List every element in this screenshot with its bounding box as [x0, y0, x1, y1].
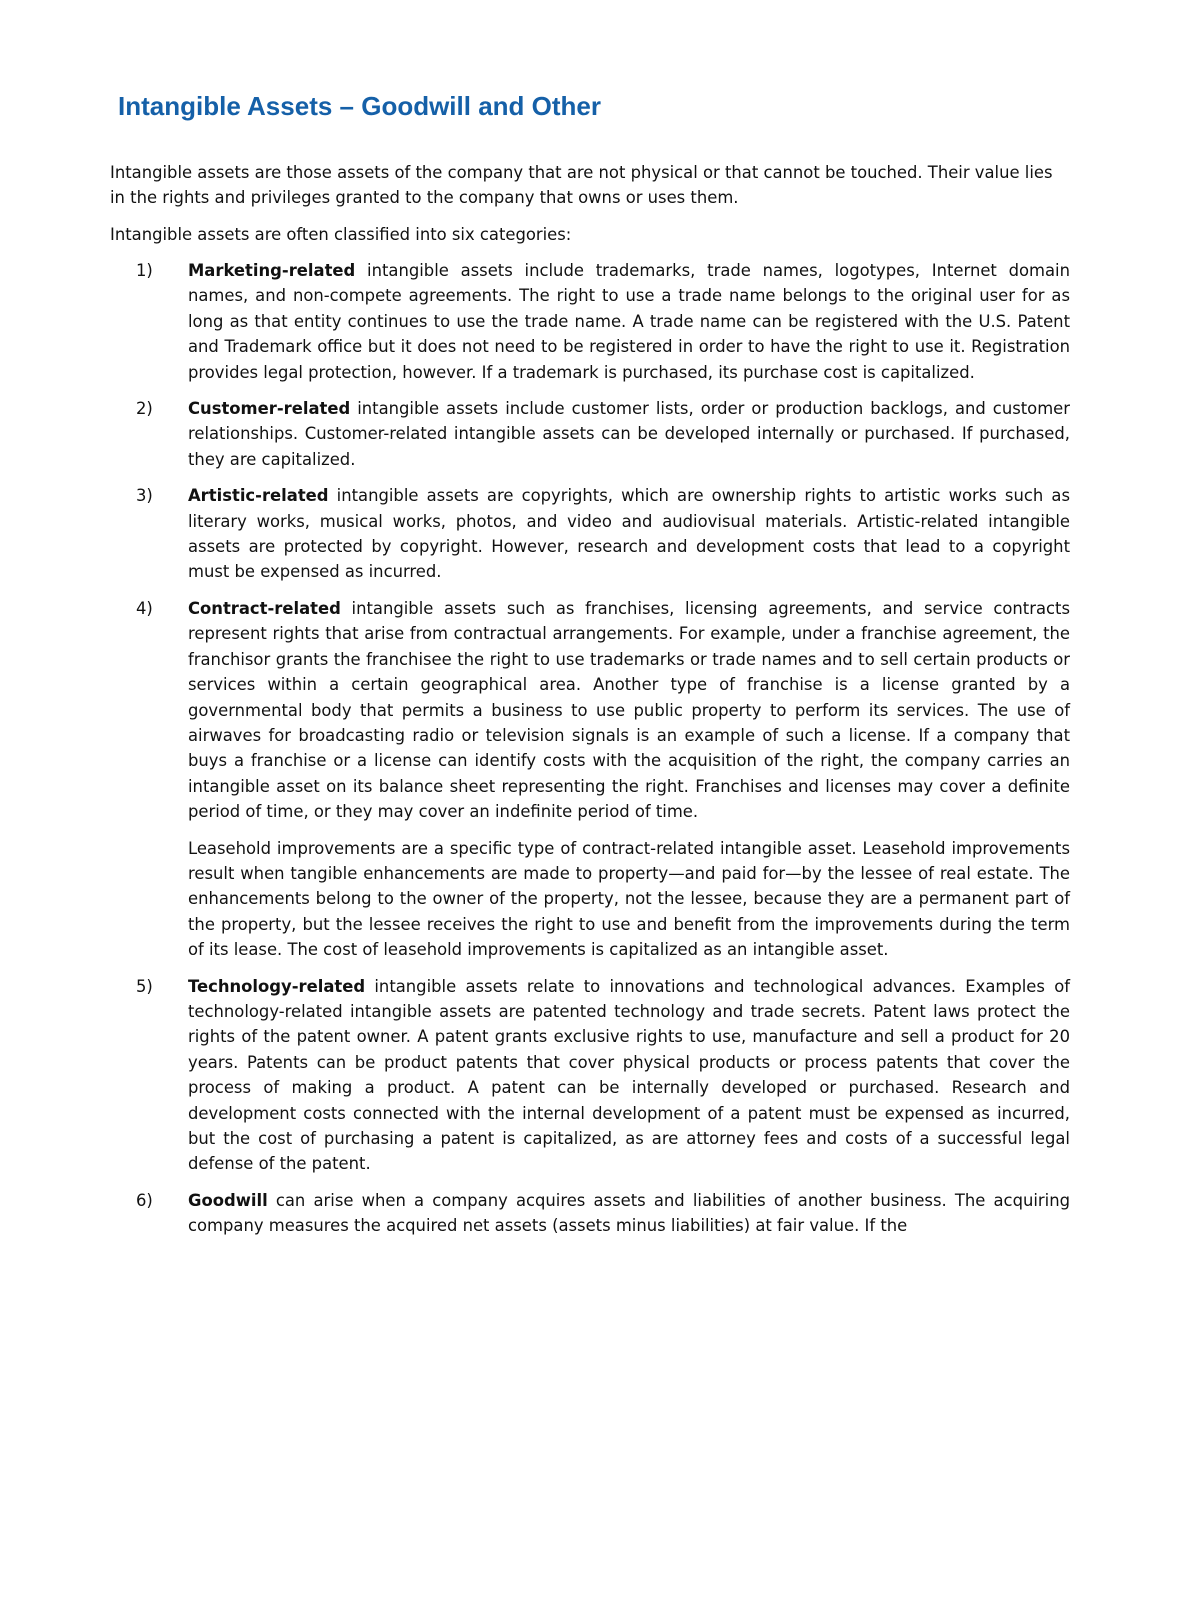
list-item-text — [188, 974, 1070, 1177]
category-description: can arise when a company acquires assets and liabilities of another business. The acquiring company measures the acquired net assets (assets minus liabilities) at fair value. If the — [188, 1190, 1070, 1236]
category-description: intangible assets such as franchises, licensing agreements, and service contracts represent rights that arise from contractual arrangements. For example, under a franchise agreement, the franchisor grants the franchisee the right to use trademarks or trade names and to sell certain products or services within a certain geographical area. Another type of franchise is a license granted by a governmental body that permits a business to use public property to perform its services. The use of airwaves for broadcasting radio or television signals is an example of such a license. If a company that buys a franchise or a license can identify costs with the acquisition of the right, the company carries an intangible asset on its balance sheet representing the right. Franchises and licenses may cover a definite period of time, or they may cover an indefinite period of time. — [188, 598, 1070, 822]
category-list — [110, 258, 1070, 1250]
category-term: Technology-related — [188, 976, 366, 996]
list-item — [110, 396, 1070, 472]
list-item — [110, 483, 1070, 585]
list-item — [110, 258, 1070, 385]
list-number: 3) — [136, 486, 153, 506]
page-title: Intangible Assets – Goodwill and Other — [118, 91, 601, 121]
list-item — [110, 1188, 1070, 1239]
list-item-text — [188, 258, 1070, 385]
list-number: 6) — [136, 1190, 153, 1210]
list-number: 5) — [136, 976, 153, 996]
list-item-text — [188, 1188, 1070, 1239]
intro-paragraph: Intangible assets are those assets of the company that are not physical or that cannot be touched. Their value lies in the rights and privileges granted to the company that owns or uses them. — [110, 163, 1053, 208]
category-term: Customer-related — [188, 399, 351, 419]
list-item — [110, 974, 1070, 1177]
list-item-text — [188, 483, 1070, 585]
category-description: intangible assets are copyrights, which are ownership rights to artistic works such as literary works, musical works, photos, and video and audiovisual materials. Artistic-related intangible assets are protected by copyright. However, research and development costs that lead to a copyright must be expensed as incurred. — [188, 486, 1070, 582]
category-description: intangible assets include trademarks, trade names, logotypes, Internet domain names, and non-compete agreements. The right to use a trade name belongs to the original user for as long as that entity continues to use the trade name. A trade name can be registered with the U.S. Patent and Trademark office but it does not need to be registered in order to have the right to use it. Registration provides legal protection, however. If a trademark is purchased, its purchase cost is capitalized. — [188, 261, 1070, 382]
category-term: Contract-related — [188, 598, 341, 618]
category-term: Artistic-related — [188, 486, 329, 506]
list-item-text — [188, 596, 1070, 825]
list-number: 4) — [136, 598, 153, 618]
list-item-text — [188, 396, 1070, 472]
category-description: intangible assets relate to innovations and technological advances. Examples of technology-related intangible assets are patented technology and trade secrets. Patent laws protect the rights of the patent owner. A patent grants exclusive rights to use, manufacture and sell a product for 20 years. Patents can be product patents that cover physical products or process patents that cover the process of making a product. A patent can be internally developed or purchased. Research and development costs connected with the internal development of a patent must be expensed as incurred, but the cost of purchasing a patent is capitalized, as are attorney fees and costs of a successful legal defense of the patent. — [188, 976, 1070, 1174]
list-number: 1) — [136, 261, 153, 280]
list-item — [110, 596, 1070, 963]
classification-lead-in: Intangible assets are often classified into six categories: — [110, 225, 572, 244]
category-description: intangible assets include customer lists, order or production backlogs, and customer relationships. Customer-related intangible assets can be developed internally or purchased. If purchased, they are capitalized. — [188, 399, 1070, 469]
category-term: Goodwill — [188, 1190, 268, 1210]
category-term: Marketing-related — [188, 261, 356, 280]
leasehold-paragraph: Leasehold improvements are a specific type of contract-related intangible asset. Leasehold improvements result when tangible enhancements are made to property—and paid for—by the lessee of real estate. The enhancements belong to the owner of the property, not the lessee, because they are a permanent part of the property, but the lessee receives the right to use and benefit from the improvements during the term of its lease. The cost of leasehold improvements is capitalized as an intangible asset. — [188, 838, 1070, 960]
list-number: 2) — [136, 399, 153, 419]
